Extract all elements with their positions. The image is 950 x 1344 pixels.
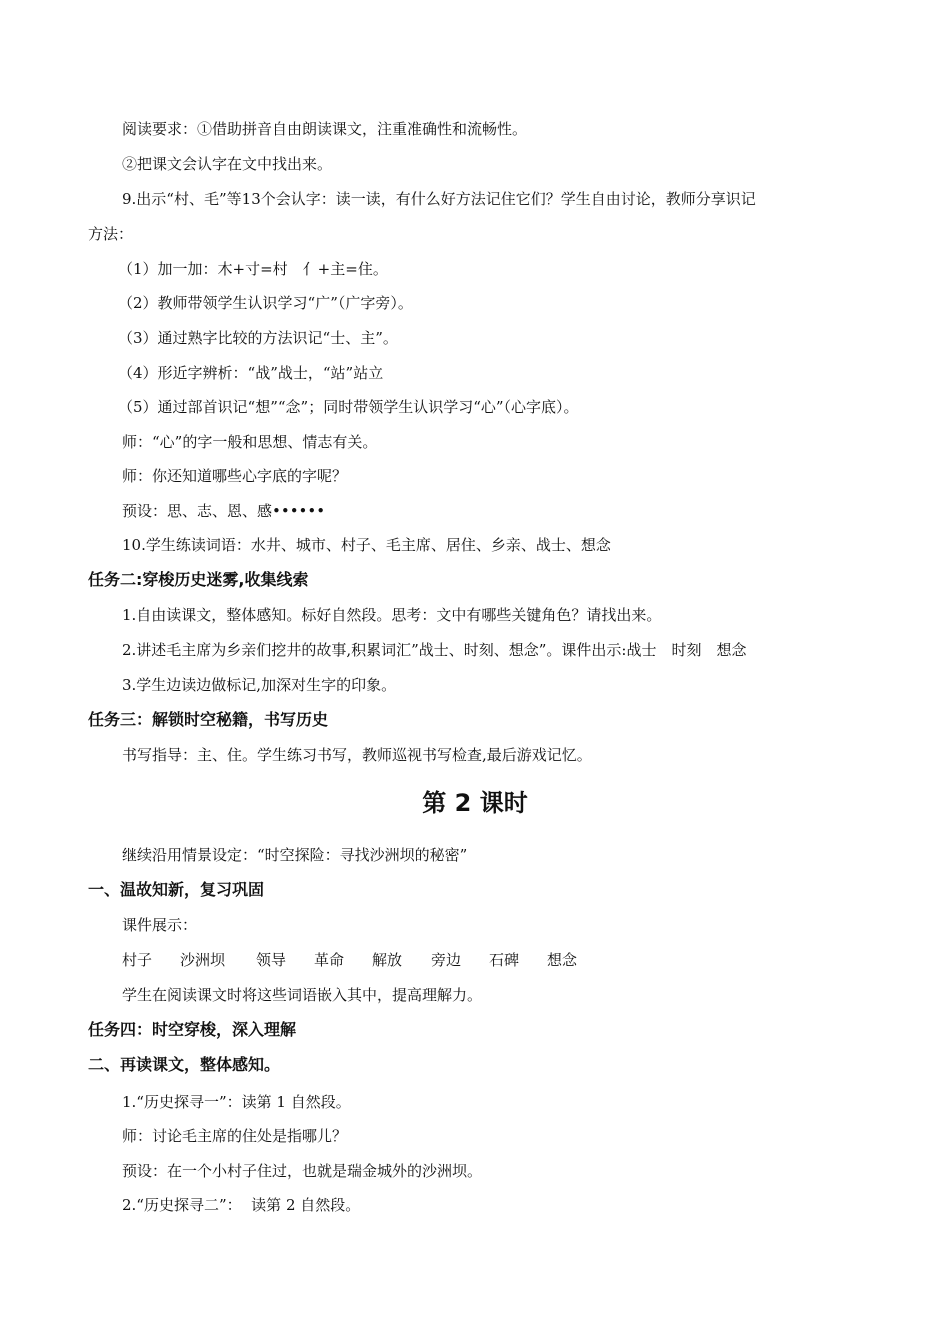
method-4: （4）形近字辨析：“战”战士，“站”站立 bbox=[118, 364, 384, 382]
step-9-line-2: 方法： bbox=[88, 225, 134, 243]
step-10: 10.学生练读词语：水井、城市、村子、毛主席、居住、乡亲、战士、想念 bbox=[122, 536, 611, 554]
task-2-step-3: 3.学生边读边做标记,加深对生字的印象。 bbox=[122, 676, 397, 694]
vocab-word: 村子 bbox=[122, 951, 153, 969]
method-3: （3）通过熟字比较的方法识记“士、主”。 bbox=[118, 329, 398, 347]
vocab-word: 领导 bbox=[256, 951, 287, 969]
task-3-heading: 任务三：解锁时空秘籍，书写历史 bbox=[88, 710, 329, 729]
teacher-note-1: 师：“心”的字一般和思想、情志有关。 bbox=[122, 433, 378, 451]
vocab-word: 革命 bbox=[314, 951, 345, 969]
teacher-note-2: 师：你还知道哪些心字底的字呢？ bbox=[122, 467, 348, 485]
vocab-purpose: 学生在阅读课文时将这些词语嵌入其中，提高理解力。 bbox=[122, 986, 483, 1004]
step-9-line-1: 9.出示“村、毛”等13个会认字：读一读，有什么好方法记住它们？学生自由讨论，教师分享识记 bbox=[122, 190, 756, 208]
preset-answer-2: 预设：在一个小村子住过，也就是瑞金城外的沙洲坝。 bbox=[122, 1162, 483, 1180]
teacher-question: 师：讨论毛主席的住处是指哪儿？ bbox=[122, 1127, 348, 1145]
task-2-step-1: 1.自由读课文，整体感知。标好自然段。思考：文中有哪些关键角色？请找出来。 bbox=[122, 606, 662, 624]
lesson-2-title: 第 2 课时 bbox=[422, 789, 528, 817]
history-search-2: 2.“历史探寻二”： 读第 2 自然段。 bbox=[122, 1196, 361, 1214]
history-search-1: 1.“历史探寻一”：读第 1 自然段。 bbox=[122, 1093, 351, 1111]
preset-answer-1: 预设：思、志、恩、感•••••• bbox=[122, 502, 326, 520]
section-2-heading: 二、再读课文，整体感知。 bbox=[88, 1055, 281, 1074]
task-2-step-2: 2.讲述毛主席为乡亲们挖井的故事,积累词汇”战士、时刻、想念”。课件出示:战士 时刻 想念 bbox=[122, 641, 747, 659]
vocab-word: 石碑 bbox=[489, 951, 520, 969]
section-1-heading: 一、温故知新，复习巩固 bbox=[88, 880, 265, 899]
vocab-row bbox=[122, 950, 605, 970]
task-4-heading: 任务四：时空穿梭，深入理解 bbox=[88, 1020, 297, 1039]
scenario-line: 继续沿用情景设定：“时空探险：寻找沙洲坝的秘密” bbox=[122, 846, 468, 864]
reading-requirement-1: 阅读要求：①借助拼音自由朗读课文，注重准确性和流畅性。 bbox=[122, 120, 528, 138]
task-2-heading: 任务二:穿梭历史迷雾,收集线索 bbox=[88, 570, 309, 589]
courseware-label: 课件展示： bbox=[122, 916, 198, 934]
vocab-word: 想念 bbox=[547, 951, 578, 969]
method-1: （1）加一加：木+寸=村 亻+主=住。 bbox=[118, 260, 388, 278]
method-2: （2）教师带领学生认识学习“广”（广字旁）。 bbox=[118, 294, 413, 312]
vocab-word: 解放 bbox=[372, 951, 403, 969]
writing-guide: 书写指导：主、住。学生练习书写，教师巡视书写检查,最后游戏记忆。 bbox=[122, 746, 592, 764]
method-5: （5）通过部首识记“想”“念”；同时带领学生认识学习“心”（心字底）。 bbox=[118, 398, 579, 416]
vocab-word: 旁边 bbox=[431, 951, 462, 969]
vocab-word: 沙洲坝 bbox=[180, 951, 226, 969]
reading-requirement-2: ②把课文会认字在文中找出来。 bbox=[122, 155, 333, 173]
